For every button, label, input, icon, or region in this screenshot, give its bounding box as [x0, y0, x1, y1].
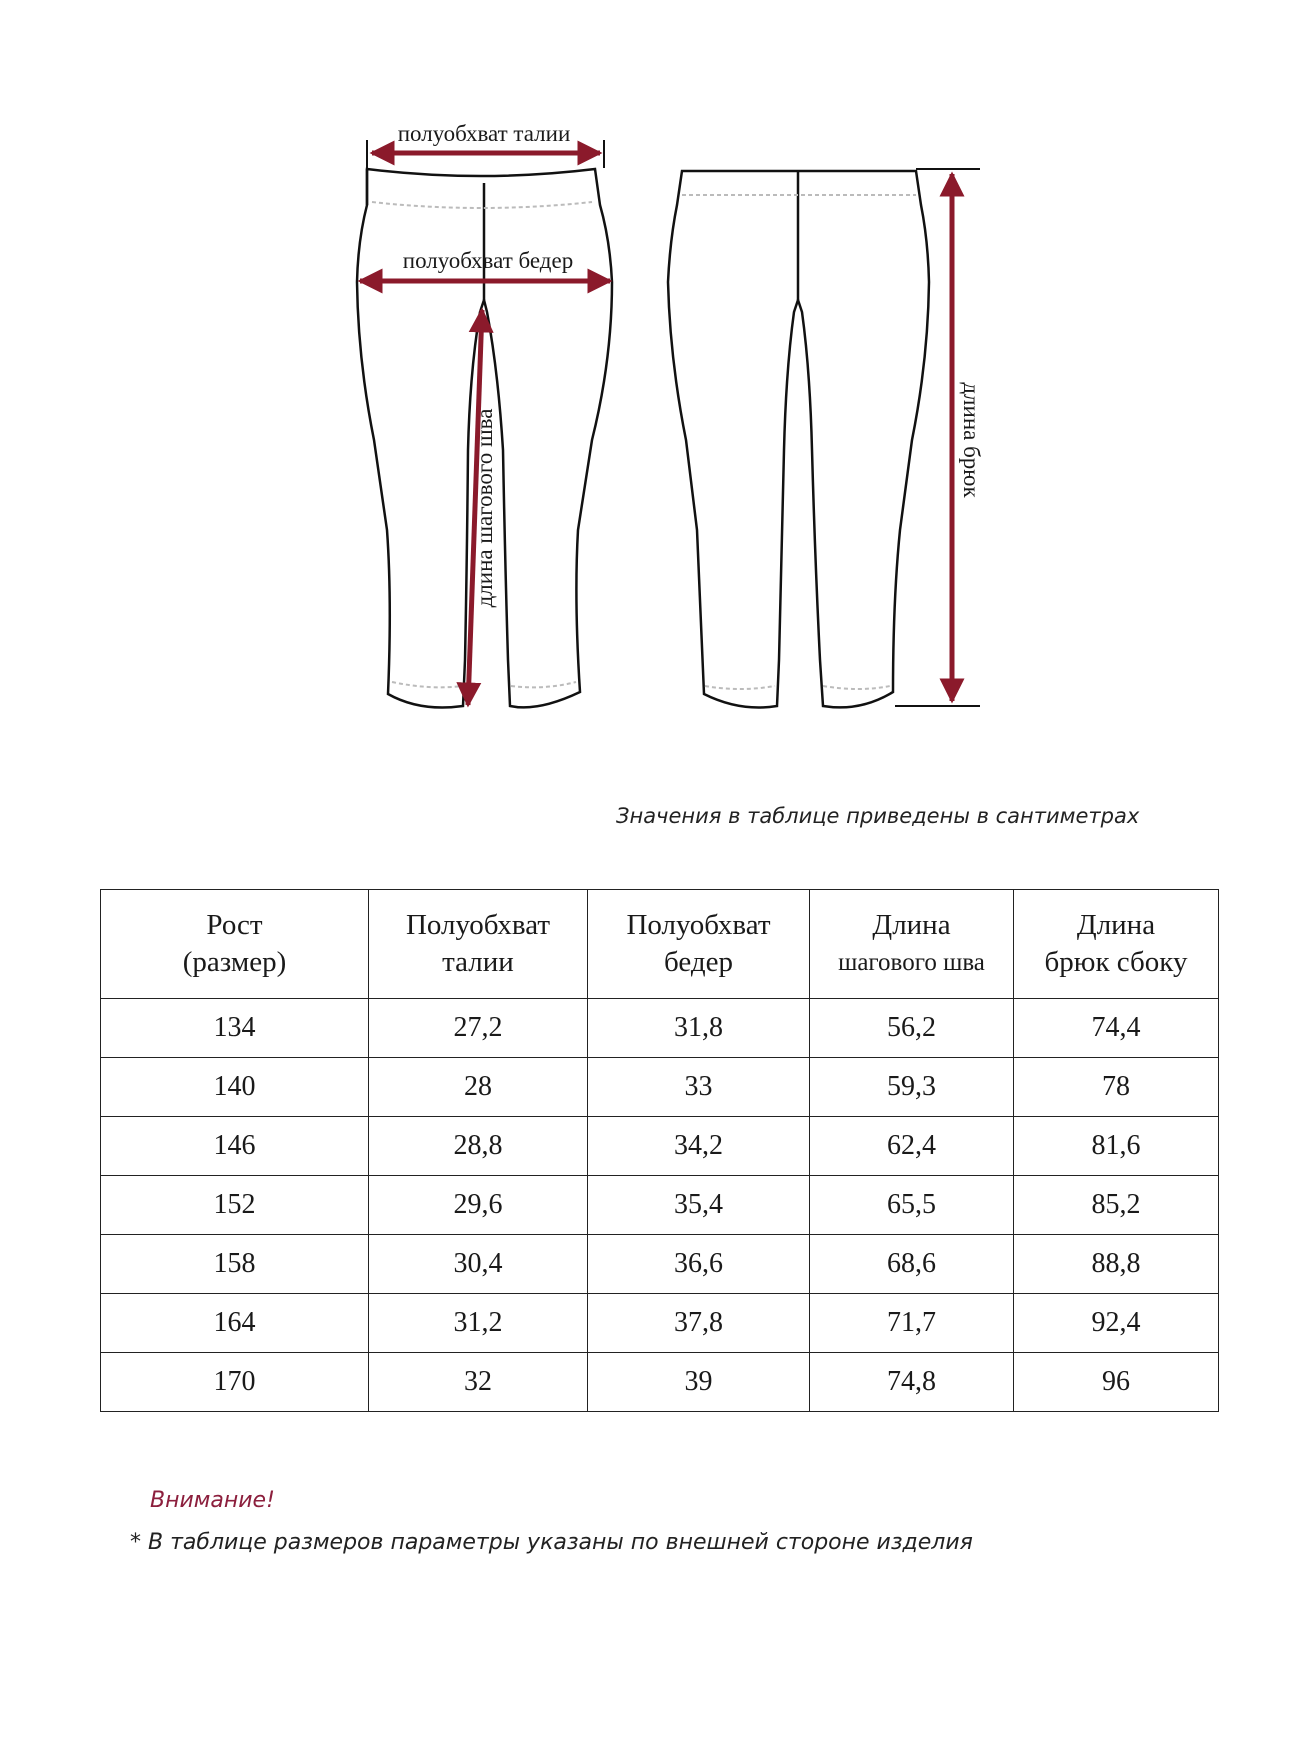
- table-cell: 74,4: [1014, 999, 1219, 1058]
- table-cell: 74,8: [810, 1353, 1014, 1412]
- table-cell: 32: [369, 1353, 588, 1412]
- waist-label: полуобхват талии: [397, 121, 571, 146]
- pants-measurement-diagram: [0, 0, 1308, 760]
- length-label: длина брюк: [959, 382, 984, 498]
- table-cell: 78: [1014, 1058, 1219, 1117]
- table-cell: 134: [101, 999, 369, 1058]
- table-cell: 33: [588, 1058, 810, 1117]
- table-cell: 34,2: [588, 1117, 810, 1176]
- table-cell: 28: [369, 1058, 588, 1117]
- table-cell: 152: [101, 1176, 369, 1235]
- table-cell: 35,4: [588, 1176, 810, 1235]
- size-table: [100, 889, 1219, 1412]
- table-cell: 164: [101, 1294, 369, 1353]
- table-cell: 71,7: [810, 1294, 1014, 1353]
- table-row: [101, 1117, 1219, 1176]
- table-row: [101, 1235, 1219, 1294]
- table-cell: 27,2: [369, 999, 588, 1058]
- table-cell: 29,6: [369, 1176, 588, 1235]
- table-cell: 140: [101, 1058, 369, 1117]
- table-cell: 96: [1014, 1353, 1219, 1412]
- header-height: Рост (размер): [101, 890, 369, 999]
- table-cell: 56,2: [810, 999, 1014, 1058]
- table-header-row: [101, 890, 1219, 999]
- table-cell: 170: [101, 1353, 369, 1412]
- table-cell: 88,8: [1014, 1235, 1219, 1294]
- table-cell: 59,3: [810, 1058, 1014, 1117]
- table-cell: 92,4: [1014, 1294, 1219, 1353]
- table-row: [101, 1176, 1219, 1235]
- footnote: * В таблице размеров параметры указаны по внешней стороне изделия: [130, 1530, 973, 1555]
- inseam-label: длина шагового шва: [472, 408, 497, 608]
- table-cell: 31,2: [369, 1294, 588, 1353]
- hips-label: полуобхват бедер: [402, 248, 574, 273]
- table-cell: 158: [101, 1235, 369, 1294]
- table-cell: 65,5: [810, 1176, 1014, 1235]
- table-cell: 62,4: [810, 1117, 1014, 1176]
- table-cell: 146: [101, 1117, 369, 1176]
- table-cell: 39: [588, 1353, 810, 1412]
- table-cell: 28,8: [369, 1117, 588, 1176]
- table-row: [101, 1294, 1219, 1353]
- header-waist: Полуобхват талии: [369, 890, 588, 999]
- table-cell: 37,8: [588, 1294, 810, 1353]
- units-note: Значения в таблице приведены в сантиметрах: [616, 804, 1140, 828]
- back-pants-outline: [668, 171, 929, 708]
- table-cell: 68,6: [810, 1235, 1014, 1294]
- table-cell: 30,4: [369, 1235, 588, 1294]
- header-side-length: Длина брюк сбоку: [1014, 890, 1219, 999]
- table-cell: 36,6: [588, 1235, 810, 1294]
- header-hips: Полуобхват бедер: [588, 890, 810, 999]
- attention-heading: Внимание!: [150, 1488, 275, 1513]
- table-row: [101, 1058, 1219, 1117]
- table-row: [101, 1353, 1219, 1412]
- header-inseam: Длина шагового шва: [810, 890, 1014, 999]
- table-row: [101, 999, 1219, 1058]
- table-cell: 81,6: [1014, 1117, 1219, 1176]
- table-cell: 31,8: [588, 999, 810, 1058]
- table-cell: 85,2: [1014, 1176, 1219, 1235]
